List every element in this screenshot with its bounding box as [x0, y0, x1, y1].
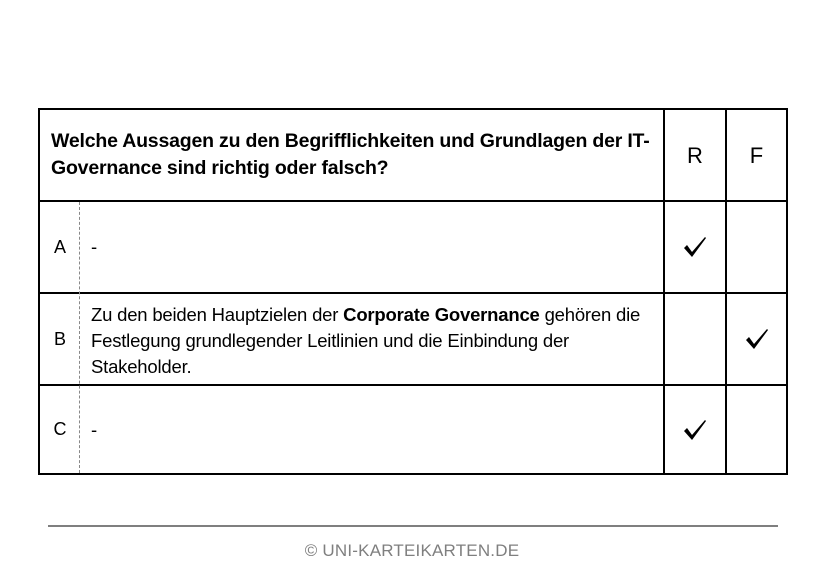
- statement-letter: C: [53, 419, 67, 439]
- answer-richtig-mark: [665, 202, 725, 292]
- statement-letter: B: [53, 328, 66, 349]
- question-text: Welche Aussagen zu den Begrifflichkeiten und Grundlagen der IT-Governance sind richtig oder falsch?: [51, 130, 650, 179]
- statement-row-a: [40, 202, 786, 294]
- column-divider: [725, 110, 727, 473]
- column-header-richtig: R: [687, 143, 703, 168]
- statement-text: [91, 302, 651, 380]
- statement-bold-term: Corporate Governance: [343, 304, 540, 325]
- checkmark-icon: [682, 418, 708, 442]
- column-header-falsch: F: [749, 143, 764, 168]
- quiz-table: [38, 108, 788, 475]
- statement-letter: A: [53, 236, 66, 257]
- letter-divider: [79, 202, 80, 473]
- statement-text: -: [91, 418, 97, 440]
- statement-text-part: Zu den beiden Hauptzielen der: [91, 304, 344, 325]
- statement-text: -: [91, 236, 97, 257]
- header-row: [40, 110, 786, 202]
- statement-row-b: [40, 294, 786, 386]
- statement-row-c: [40, 386, 786, 473]
- statement-text-part: gehören die Festlegung grundlegender Leitlinien und die Einbindung der Stakeholder.: [91, 304, 641, 377]
- checkmark-icon: [744, 327, 770, 351]
- footer-copyright: © UNI-KARTEIKARTEN.DE: [304, 541, 520, 560]
- column-divider: [663, 110, 665, 473]
- answer-falsch-mark: [727, 294, 786, 384]
- checkmark-icon: [682, 235, 708, 259]
- answer-richtig-mark: [665, 386, 725, 473]
- footer-divider: [48, 525, 778, 527]
